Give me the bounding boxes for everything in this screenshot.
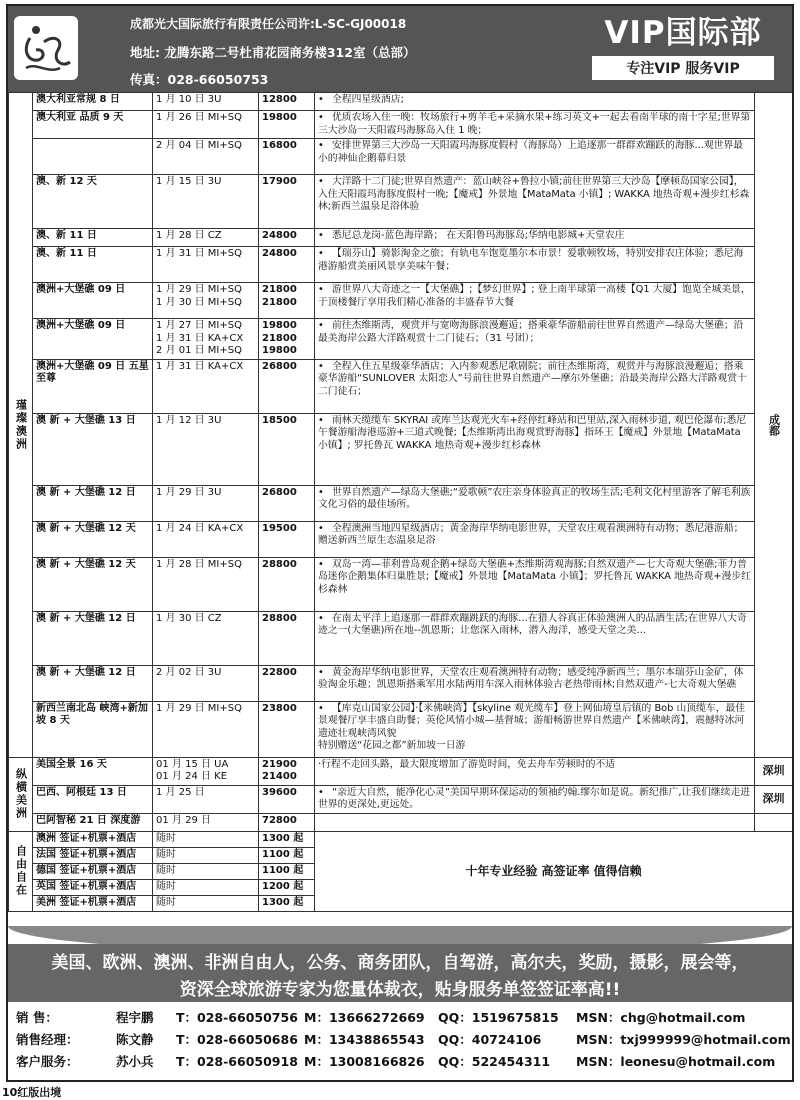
route-name: 美洲 签证+机票+酒店 <box>33 895 153 911</box>
brochure-page <box>6 4 794 1082</box>
departure-dates: 01 月 29 日 <box>153 813 259 831</box>
contact-qq: QQ：40724106 <box>438 1032 542 1047</box>
route-name: 澳大利亚常规 8 日 <box>33 93 153 111</box>
contact-qq: QQ：522454311 <box>438 1054 551 1069</box>
departure-dates: 随时 <box>153 831 259 847</box>
table-row <box>9 611 793 665</box>
price: 17900 <box>259 175 315 229</box>
departure-city: 成都 <box>755 93 793 758</box>
departure-city: 深圳 <box>755 757 793 785</box>
table-row <box>9 175 793 229</box>
vip-title: VIP国际部 <box>604 15 762 51</box>
section-name: 纵横美洲 <box>9 757 33 831</box>
description-text: 游世界八大奇迹之一【大堡礁】;【梦幻世界】; 登上南半球第一高楼【Q1 大厦】饱览全城美景，于顶楼餐厅享用我们精心准备的丰盛春节大餐 <box>318 284 751 308</box>
bullet-icon: • <box>318 112 324 123</box>
price: 1100 起 <box>259 847 315 863</box>
bullet-icon: • <box>318 486 324 498</box>
bullet-icon: • <box>318 94 324 105</box>
table-row <box>9 319 793 360</box>
contact-row <box>16 1050 791 1072</box>
services-banner <box>8 944 792 1002</box>
tour-description <box>315 785 755 813</box>
price: 23800 <box>259 701 315 757</box>
description-text: 大洋路十二门徒;世界自然遗产：蓝山峡谷+鲁拉小镇;前往世界第三大沙岛【摩顿岛国家公园】，入住天阳霞玛海豚度假村一晚;【魔戒】外景地【MataMata 小镇】; WAKKA 地热奇观+漫步红杉森林;新西兰温泉足浴体验 <box>318 176 750 212</box>
departure-dates: 1 月 29 日 3U <box>153 485 259 521</box>
bullet-icon: • <box>318 702 324 714</box>
tour-description <box>315 283 755 319</box>
bullet-icon: • <box>318 522 324 534</box>
route-name: 澳大利亚 品质 9 天 <box>33 111 153 139</box>
route-name: 澳 新 + 大堡礁 12 日 <box>33 665 153 701</box>
route-name: 澳、新 11 日 <box>33 247 153 283</box>
departure-dates: 1 月 26 日 MI+SQ <box>153 111 259 139</box>
price: 22800 <box>259 665 315 701</box>
contact-role: 销售经理： <box>16 1032 79 1047</box>
description-text: 安排世界第三大沙岛一天阳霞玛海豚度假村（海豚岛）上追逐那一群群欢蹦跃的海豚...观世界最小的神仙企鹅幕归景 <box>318 140 744 164</box>
bullet-icon: • <box>318 176 324 187</box>
departure-dates: 1 月 10 日 3U <box>153 93 259 111</box>
table-row <box>9 813 793 831</box>
contact-name: 程宇鹏 <box>116 1010 154 1025</box>
bullet-icon: • <box>318 360 324 372</box>
tour-description <box>315 701 755 757</box>
tour-description <box>315 359 755 413</box>
price: 39600 <box>259 785 315 813</box>
banner-line-1: 美国、欧洲、澳洲、非洲自由人，公务、商务团队，自驾游，高尔夫，奖励，摄影，展会等， <box>51 953 749 973</box>
price: 28800 <box>259 611 315 665</box>
company-name: 成都光大国际旅行有限责任公司许:L-SC-GJ00018 <box>130 17 407 31</box>
tour-description <box>315 521 755 557</box>
ribbon-figure-logo <box>14 16 78 80</box>
price: 26800 <box>259 359 315 413</box>
departure-dates: 1 月 28 日 CZ <box>153 229 259 247</box>
price: 21900 21400 <box>259 757 315 785</box>
description-text: 优质农场入住一晚：牧场旅行+剪羊毛+采摘水果+练习英文+一起去看南半球的南十字星;世界第三大沙岛一天阳霞玛海豚岛入住 1 晚； <box>318 112 751 136</box>
company-fax: 传真：028-66050753 <box>130 72 269 87</box>
tour-description <box>315 111 755 139</box>
departure-dates: 1 月 12 日 3U <box>153 413 259 485</box>
departure-dates: 1 月 28 日 MI+SQ <box>153 557 259 611</box>
departure-dates: 随时 <box>153 895 259 911</box>
table-row <box>9 111 793 139</box>
contact-qq: QQ：1519675815 <box>438 1010 559 1025</box>
table-row <box>9 247 793 283</box>
bullet-icon: • <box>318 320 324 331</box>
route-name: 澳 新 + 大堡礁 12 天 <box>33 521 153 557</box>
table-row <box>9 283 793 319</box>
table-row <box>9 359 793 413</box>
contact-tel[interactable]: T：028-66050918 <box>176 1054 298 1069</box>
tour-description <box>315 813 755 831</box>
price: 19800 <box>259 111 315 139</box>
bullet-icon: • <box>318 248 324 259</box>
route-name: 美国全景 16 天 <box>33 757 153 785</box>
bullet-icon: • <box>318 786 324 798</box>
description-text: 全程入住五星级豪华酒店；入内参观悉尼歌剧院；前往杰维斯湾，观赏并与海豚浪漫邂逅；搭乘豪华游船“SUNLOVER 太阳恋人”号前往世界自然遗产—摩尔外堡礁；沿最美海岸公路大洋路观赏十二门徒石； <box>318 360 747 397</box>
price: 24800 <box>259 229 315 247</box>
free-travel-note: 十年专业经验 高签证率 值得信赖 <box>315 831 793 911</box>
description-text: 前往杰维斯湾，观赏并与宽吻海豚浪漫邂逅；搭乘豪华游船前往世界自然遗产—绿岛大堡礁；沿最美海岸公路大洋路观赏十二门徒石；（31 号团）； <box>318 320 744 344</box>
departure-dates: 1 月 30 日 CZ <box>153 611 259 665</box>
contact-role: 客户服务： <box>16 1054 79 1069</box>
description-text: 悉尼总龙岗-蓝色海岸路； 在天阳鲁玛海豚岛;华纳电影城+天堂农庄 <box>332 230 625 241</box>
table-row <box>9 665 793 701</box>
departure-dates: 1 月 31 日 MI+SQ <box>153 247 259 283</box>
tour-description <box>315 319 755 360</box>
contact-msn[interactable]: MSN：chg@hotmail.com <box>576 1010 746 1025</box>
bullet-icon: • <box>318 414 324 426</box>
contact-mobile[interactable]: M：13008166826 <box>304 1054 425 1069</box>
tour-description <box>315 93 755 111</box>
table-row <box>9 557 793 611</box>
price: 28800 <box>259 557 315 611</box>
description-text: 黄金海岸华纳电影世界，天堂农庄观看澳洲特有动物；感受纯净新西兰；墨尔本瑞芬山金矿，体验淘金乐趣；凯恩斯搭乘军用水陆两用车深入雨林体验古老热带雨林;自然双遗产-七大奇观大堡礁 <box>318 666 744 690</box>
price: 21800 21800 <box>259 283 315 319</box>
table-row <box>9 701 793 757</box>
price: 18500 <box>259 413 315 485</box>
tour-description <box>315 229 755 247</box>
contact-row <box>16 1028 791 1050</box>
contact-msn[interactable]: MSN：leonesu@hotmail.com <box>576 1054 776 1069</box>
departure-dates: 1 月 15 日 3U <box>153 175 259 229</box>
contact-role: 销 售： <box>16 1010 58 1025</box>
route-name: 澳洲 签证+机票+酒店 <box>33 831 153 847</box>
header <box>8 6 792 92</box>
description-text: ·行程不走回头路，最大限度增加了游览时间，免去舟车劳顿时的不适 <box>318 758 616 770</box>
route-name: 英国 签证+机票+酒店 <box>33 879 153 895</box>
route-name: 澳洲+大堡礁 09 日 五星至尊 <box>33 359 153 413</box>
tour-description <box>315 139 755 175</box>
description-text: 【库克山国家公园】·【米佛峡湾】【skyline 观光缆车】登上网仙境皇后镇的 Bob 山顶缆车，最佳景观餐厅享丰盛自助餐；英伦风情小城—基督城；游船畅游世界自然遗产【米佛峡湾】，震撼特冰河遗迹壮观峡湾风貌 特别赠送“花园之都”新加坡一日游 <box>318 702 746 751</box>
price: 26800 <box>259 485 315 521</box>
bullet-icon: • <box>318 230 324 241</box>
route-name: 澳 新 + 大堡礁 12 天 <box>33 557 153 611</box>
description-text: 双岛一湾—菲利普岛观企鹅+绿岛大堡礁+杰维斯湾观海豚;自然双遗产—七大奇观大堡礁;菲力普岛迷你企鹅集体归巢胜景;【魔戒】外景地【MataMata 小镇】；罗托鲁瓦 WAKKA 地热奇观+漫步红杉森林 <box>318 558 751 595</box>
price: 1300 起 <box>259 831 315 847</box>
price: 24800 <box>259 247 315 283</box>
tour-description <box>315 611 755 665</box>
vip-tagline: 专注VIP 服务VIP <box>592 56 774 80</box>
contact-name: 苏小兵 <box>116 1054 154 1069</box>
section-name: 瑾璨澳洲 <box>9 93 33 758</box>
departure-dates: 1 月 31 日 KA+CX <box>153 359 259 413</box>
departure-city <box>755 813 793 831</box>
price: 19500 <box>259 521 315 557</box>
route-name: 澳、新 11 日 <box>33 229 153 247</box>
route-name: 德国 签证+机票+酒店 <box>33 863 153 879</box>
contact-tel[interactable]: T：028-66050756 <box>176 1010 298 1025</box>
table-row <box>9 93 793 111</box>
departure-dates: 1 月 29 日 MI+SQ 1 月 30 日 MI+SQ <box>153 283 259 319</box>
departure-dates: 1 月 27 日 MI+SQ 1 月 31 日 KA+CX 2 月 01 日 MI+SQ <box>153 319 259 360</box>
price: 1300 起 <box>259 895 315 911</box>
route-name: 澳 新 + 大堡礁 13 日 <box>33 413 153 485</box>
route-name: 法国 签证+机票+酒店 <box>33 847 153 863</box>
route-name <box>33 139 153 175</box>
departure-dates: 01 月 15 日 UA 01 月 24 日 KE <box>153 757 259 785</box>
vip-badge <box>582 12 784 80</box>
price: 19800 21800 19800 <box>259 319 315 360</box>
departure-dates: 1 月 25 日 <box>153 785 259 813</box>
route-name: 澳 新 + 大堡礁 12 日 <box>33 485 153 521</box>
table-row <box>9 831 793 847</box>
departure-dates: 随时 <box>153 847 259 863</box>
description-text: 全程四星级酒店; <box>332 94 404 105</box>
price: 72800 <box>259 813 315 831</box>
tour-description <box>315 485 755 521</box>
price: 12800 <box>259 93 315 111</box>
tour-description <box>315 757 755 785</box>
departure-dates: 随时 <box>153 863 259 879</box>
table-row <box>9 139 793 175</box>
table-row <box>9 485 793 521</box>
banner-line-2: 资深全球旅游专家为您量体裁衣，贴身服务单签签证率高!! <box>179 980 621 1000</box>
description-text: 【瑞芬山】骑影淘金之旅；有轨电车饱览墨尔本市景！爱歌顿牧场，特别安排农庄体验；悉尼海港游船赏美丽风景享美味午餐； <box>318 248 744 272</box>
route-name: 巴阿智秘 21 日 深度游 <box>33 813 153 831</box>
section-name: 自由自在 <box>9 831 33 911</box>
contact-row <box>16 1006 791 1028</box>
description-text: 雨林天缆缆车 SKYRAI 或库兰达观光火车+经停红峰站和巴里站,深入雨林步道, 观巴伦瀑布;悉尼午餐游船海港巡游+三道式晚餐;【杰维斯湾出海观赏野海豚】指环王【魔戒】外景地【MataMata 小镇】; 罗托鲁瓦 WAKKA 地热奇观+漫步红杉森林 <box>318 414 747 451</box>
route-name: 新西兰南北岛 峡湾+新加坡 8 天 <box>33 701 153 757</box>
tour-description <box>315 557 755 611</box>
contact-name: 陈文静 <box>116 1032 154 1047</box>
price: 1100 起 <box>259 863 315 879</box>
price: 16800 <box>259 139 315 175</box>
description-text: 在南太平洋上追逐那一群群欢蹦跳跃的海豚…在猎人谷真正体验澳洲人的品酒生活;在世界八大奇迹之一(大堡礁)所在地--凯恩斯；让您深入雨林，潜入海洋，感受天堂之美… <box>318 612 747 636</box>
description-text: “亲近大自然，能净化心灵”美国早期环保运动的领袖约翰.缪尔如是说。新纪推广,让我们继续走进世界的更深处,更远处。 <box>318 786 751 810</box>
table-row <box>9 229 793 247</box>
departure-dates: 2 月 02 日 3U <box>153 665 259 701</box>
departure-dates: 1 月 24 日 KA+CX <box>153 521 259 557</box>
table-row <box>9 785 793 813</box>
tour-description <box>315 665 755 701</box>
description-text: 全程澳洲当地四星级酒店；黄金海岸华纳电影世界，天堂农庄观看澳洲特有动物；悉尼港游船；赠送新西兰原生态温泉足浴 <box>318 522 744 546</box>
bullet-icon: • <box>318 140 324 151</box>
bullet-icon: • <box>318 284 324 295</box>
bullet-icon: • <box>318 666 324 678</box>
tour-description <box>315 247 755 283</box>
contact-tel[interactable]: T：028-66050686 <box>176 1032 298 1047</box>
tour-description <box>315 413 755 485</box>
contact-mobile[interactable]: M：13666272669 <box>304 1010 425 1025</box>
table-row <box>9 521 793 557</box>
tour-description <box>315 175 755 229</box>
bullet-icon: • <box>318 612 324 624</box>
company-address: 地址: 龙腾东路二号杜甫花园商务楼312室（总部） <box>130 45 416 60</box>
departure-dates: 1 月 29 日 MI+SQ <box>153 701 259 757</box>
page-footer: 10红版出境 <box>2 1086 62 1099</box>
contact-list <box>16 1006 791 1072</box>
route-name: 澳、新 12 天 <box>33 175 153 229</box>
tour-table <box>8 92 793 912</box>
description-text: 世界自然遗产—绿岛大堡礁;“爱歌顿”农庄亲身体验真正的牧场生活;毛利文化村里游客了解毛利族文化习俗的最佳场所。 <box>318 486 751 510</box>
table-row <box>9 757 793 785</box>
route-name: 澳洲+大堡礁 09 日 <box>33 319 153 360</box>
bullet-icon: • <box>318 558 324 570</box>
departure-city: 深圳 <box>755 785 793 813</box>
departure-dates: 随时 <box>153 879 259 895</box>
contact-mobile[interactable]: M：13438865543 <box>304 1032 425 1047</box>
contact-msn[interactable]: MSN：txj999999@hotmail.com <box>576 1032 791 1047</box>
table-row <box>9 413 793 485</box>
route-name: 澳洲+大堡礁 09 日 <box>33 283 153 319</box>
price: 1200 起 <box>259 879 315 895</box>
route-name: 澳 新 + 大堡礁 12 日 <box>33 611 153 665</box>
route-name: 巴西、阿根廷 13 日 <box>33 785 153 813</box>
departure-dates: 2 月 04 日 MI+SQ <box>153 139 259 175</box>
